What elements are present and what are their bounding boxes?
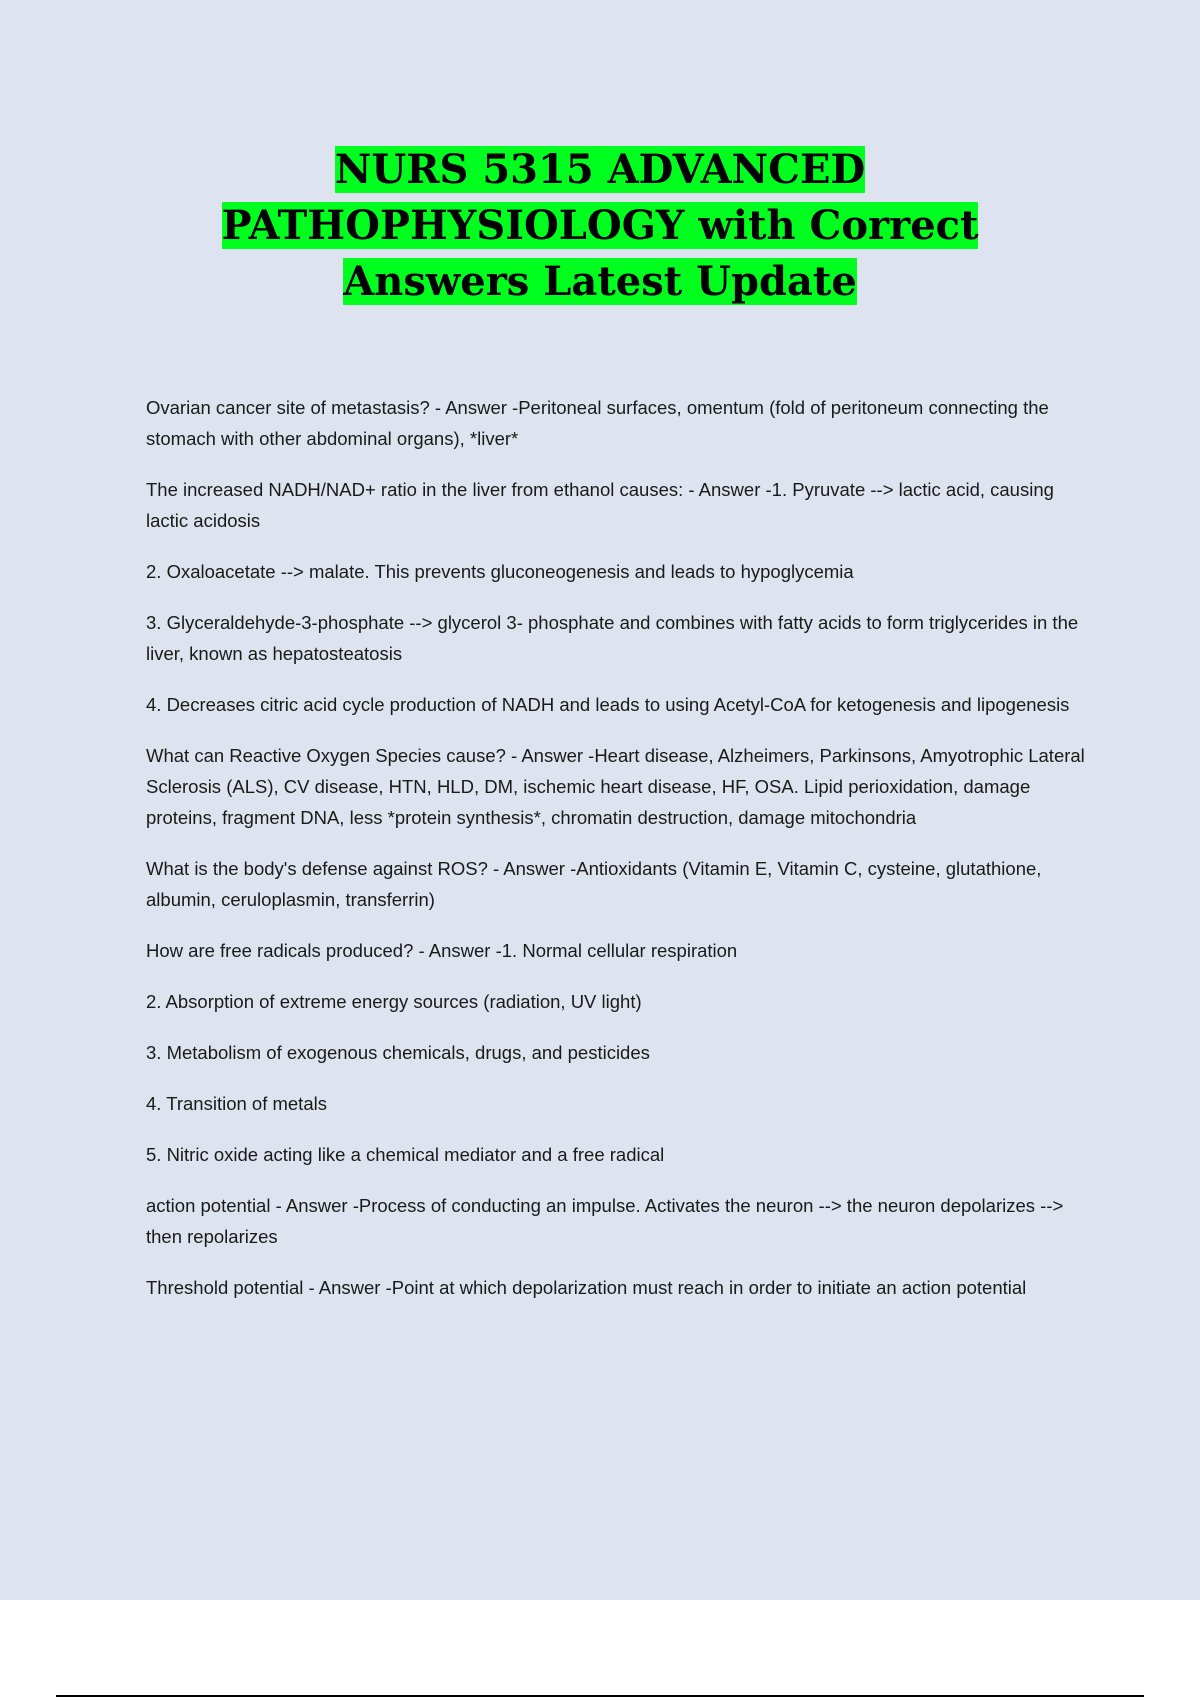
title-line-3: Answers Latest Update	[343, 258, 857, 305]
paragraph-absorption: 2. Absorption of extreme energy sources (radiation, UV light)	[146, 991, 642, 1012]
paragraph-ros-causes: What can Reactive Oxygen Species cause? - Answer -Heart disease, Alzheimers, Parkinsons, Amyotrophic Lateral Sclerosis (ALS), CV disease, HTN, HLD, DM, ischemic heart disease, HF, OSA. Lipid perioxidation, damage proteins, fragment DNA, less *protein synthesis*, chromatin destruction, damage mitochondria	[146, 745, 1085, 828]
title-line-2: PATHOPHYSIOLOGY with Correct	[221, 202, 979, 249]
paragraph-free-radicals: How are free radicals produced? - Answer -1. Normal cellular respiration	[146, 940, 738, 961]
title-line-1: NURS 5315 ADVANCED	[334, 146, 866, 193]
title-block	[0, 142, 1200, 310]
paragraph-transition-metals: 4. Transition of metals	[146, 1093, 327, 1114]
paragraph-metabolism: 3. Metabolism of exogenous chemicals, drugs, and pesticides	[146, 1042, 650, 1063]
paragraph-nadh-ratio: The increased NADH/NAD+ ratio in the liver from ethanol causes: - Answer -1. Pyruvate --> lactic acid, causing lactic acidosis	[146, 479, 1054, 531]
bottom-divider	[56, 1695, 1144, 1697]
paragraph-action-potential: action potential - Answer -Process of conducting an impulse. Activates the neuron --> the neuron depolarizes --> then repolarizes	[146, 1195, 1064, 1247]
paragraph-citric-acid: 4. Decreases citric acid cycle production of NADH and leads to using Acetyl-CoA for ketogenesis and lipogenesis	[146, 694, 1070, 715]
paragraph-ovarian-cancer: Ovarian cancer site of metastasis? - Answer -Peritoneal surfaces, omentum (fold of peritoneum connecting the stomach with other abdominal organs), *liver*	[146, 397, 1049, 449]
paragraph-oxaloacetate: 2. Oxaloacetate --> malate. This prevents gluconeogenesis and leads to hypoglycemia	[146, 561, 854, 582]
paragraph-nitric-oxide: 5. Nitric oxide acting like a chemical mediator and a free radical	[146, 1144, 665, 1165]
paragraph-ros-defense: What is the body's defense against ROS? - Answer -Antioxidants (Vitamin E, Vitamin C, cysteine, glutathione, albumin, ceruloplasmin, transferrin)	[146, 858, 1042, 910]
paragraph-threshold-potential: Threshold potential - Answer -Point at which depolarization must reach in order to initiate an action potential	[146, 1277, 1027, 1298]
document-body	[146, 392, 1096, 1323]
paragraph-glyceraldehyde: 3. Glyceraldehyde-3-phosphate --> glycerol 3- phosphate and combines with fatty acids to form triglycerides in the liver, known as hepatosteatosis	[146, 612, 1079, 664]
